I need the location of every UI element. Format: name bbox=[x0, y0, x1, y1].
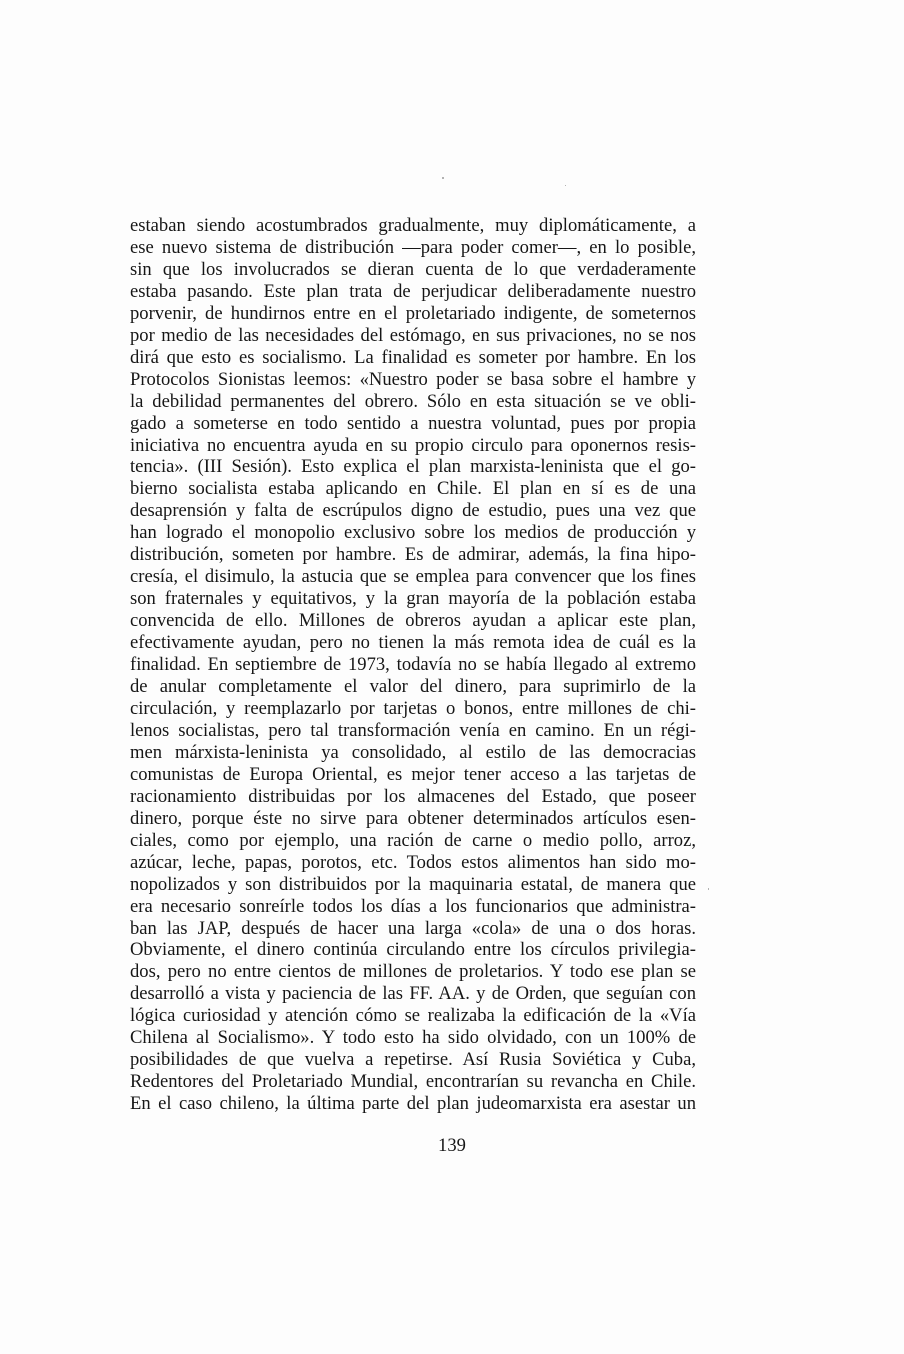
text-line: convencida de ello. Millones de obreros ayudan a aplicar este plan, bbox=[130, 610, 696, 632]
text-line: dirá que esto es socialismo. La finalidad es someter por hambre. En los bbox=[130, 346, 696, 368]
scan-speck bbox=[442, 177, 444, 179]
text-line: azúcar, leche, papas, porotos, etc. Todos estos alimentos han sido mo- bbox=[130, 851, 696, 873]
text-line: sin que los involucrados se dieran cuenta de lo que verdaderamente bbox=[130, 258, 696, 280]
text-line: por medio de las necesidades del estómago, en sus privaciones, no se nos bbox=[130, 324, 696, 346]
text-line: Protocolos Sionistas leemos: «Nuestro poder se basa sobre el hambre y bbox=[130, 368, 696, 390]
text-line: desaprensión y falta de escrúpulos digno de estudio, pues una vez que bbox=[130, 500, 696, 522]
text-line: comunistas de Europa Oriental, es mejor tener acceso a las tarjetas de bbox=[130, 763, 696, 785]
text-line: han logrado el monopolio exclusivo sobre los medios de producción y bbox=[130, 522, 696, 544]
text-line: era necesario sonreírle todos los días a los funcionarios que administra- bbox=[130, 895, 696, 917]
text-line: men márxista-leninista ya consolidado, al estilo de las democracias bbox=[130, 741, 696, 763]
text-line: ese nuevo sistema de distribución —para poder comer—, en lo posible, bbox=[130, 236, 696, 258]
scan-speck bbox=[565, 185, 566, 186]
text-line: desarrolló a vista y paciencia de las FF. AA. y de Orden, que seguían con bbox=[130, 983, 696, 1005]
text-line: tencia». (III Sesión). Esto explica el plan marxista-leninista que el go- bbox=[130, 456, 696, 478]
text-line: posibilidades de que vuelva a repetirse. Así Rusia Soviética y Cuba, bbox=[130, 1049, 696, 1071]
text-line: son fraternales y equitativos, y la gran mayoría de la población estaba bbox=[130, 588, 696, 610]
text-line: Redentores del Proletariado Mundial, encontrarían su revancha en Chile. bbox=[130, 1071, 696, 1093]
text-line: Obviamente, el dinero continúa circulando entre los círculos privilegia- bbox=[130, 939, 696, 961]
text-line: Chilena al Socialismo». Y todo esto ha sido olvidado, con un 100% de bbox=[130, 1027, 696, 1049]
text-line: de anular completamente el valor del dinero, para suprimirlo de la bbox=[130, 676, 696, 698]
text-line: bierno socialista estaba aplicando en Chile. El plan en sí es de una bbox=[130, 478, 696, 500]
text-line: la debilidad permanentes del obrero. Sólo en esta situación se ve obli- bbox=[130, 390, 696, 412]
text-line: distribución, someten por hambre. Es de admirar, además, la fina hipo- bbox=[130, 544, 696, 566]
text-line: gado a someterse en todo sentido a nuestra voluntad, pues por propia bbox=[130, 412, 696, 434]
text-line: porvenir, de hundirnos entre en el proletariado indigente, de someternos bbox=[130, 302, 696, 324]
text-line: iniciativa no encuentra ayuda en su propio circulo para oponernos resis- bbox=[130, 434, 696, 456]
text-line: racionamiento distribuidas por los almacenes del Estado, que poseer bbox=[130, 785, 696, 807]
text-line: En el caso chileno, la última parte del plan judeomarxista era asestar un bbox=[130, 1093, 696, 1115]
text-line: lógica curiosidad y atención cómo se realizaba la edificación de la «Vía bbox=[130, 1005, 696, 1027]
text-line: efectivamente ayudan, pero no tienen la más remota idea de cuál es la bbox=[130, 632, 696, 654]
text-line: nopolizados y son distribuidos por la maquinaria estatal, de manera que bbox=[130, 873, 696, 895]
text-line: dinero, porque éste no sirve para obtener determinados artículos esen- bbox=[130, 807, 696, 829]
text-line: lenos socialistas, pero tal transformación venía en camino. En un régi- bbox=[130, 719, 696, 741]
text-line: estaba pasando. Este plan trata de perjudicar deliberadamente nuestro bbox=[130, 280, 696, 302]
page-number: 139 bbox=[438, 1135, 466, 1156]
text-line: estaban siendo acostumbrados gradualmente, muy diplomáticamente, a bbox=[130, 215, 696, 236]
body-text bbox=[130, 215, 696, 1115]
text-line: circulación, y reemplazarlo por tarjetas o bonos, entre millones de chi- bbox=[130, 697, 696, 719]
text-line: ciales, como por ejemplo, una ración de carne o medio pollo, arroz, bbox=[130, 829, 696, 851]
text-line: finalidad. En septiembre de 1973, todavía no se había llegado al extremo bbox=[130, 654, 696, 676]
scan-speck bbox=[708, 888, 709, 890]
text-line: ban las JAP, después de hacer una larga «cola» de una o dos horas. bbox=[130, 917, 696, 939]
text-line: dos, pero no entre cientos de millones de proletarios. Y todo ese plan se bbox=[130, 961, 696, 983]
text-line: cresía, el disimulo, la astucia que se emplea para convencer que los fines bbox=[130, 566, 696, 588]
